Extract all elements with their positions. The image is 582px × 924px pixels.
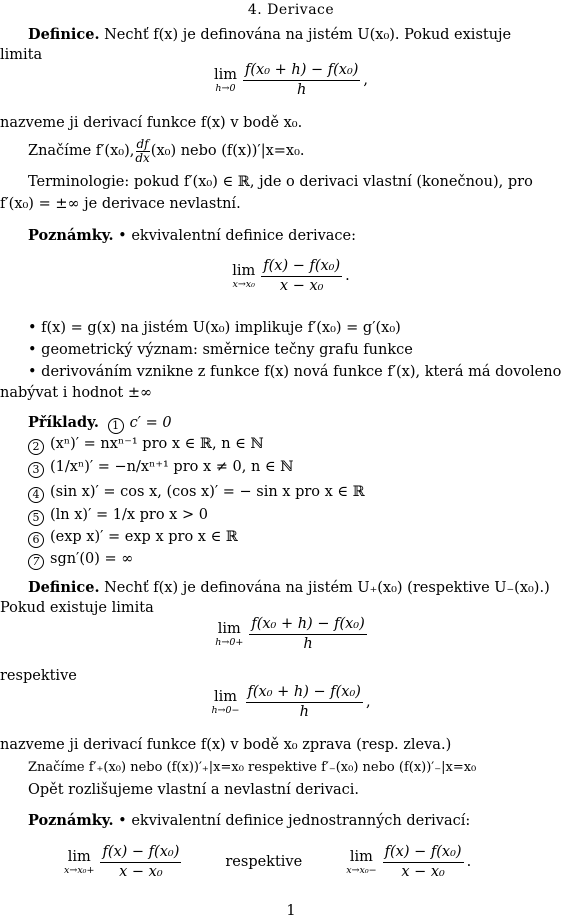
one-sided-notation: Značíme f′₊(x₀) nebo (f(x))′₊|x=x₀ respektive f′₋(x₀) nebo (f(x))′₋|x=x₀ xyxy=(28,760,477,775)
limit-operator: lim x→x₀ xyxy=(232,262,256,291)
note-item-continuation: nabývat i hodnot ±∞ xyxy=(0,385,153,401)
limit-operator: lim x→x₀+ xyxy=(64,848,95,877)
circled-number: 1 xyxy=(108,418,124,434)
notes-2-intro: Poznámky. • ekvivalentní definice jednostranných derivací: xyxy=(28,812,471,829)
limit-operator: lim h→0 xyxy=(213,66,237,95)
definition-1-line-1 xyxy=(28,26,582,44)
difference-quotient: $\frac{\text{f(x) − f(x₀)}}{\text{x − x₀}}$ xyxy=(102,844,180,881)
definition-2-remark: Opět rozlišujeme vlastní a nevlastní derivaci. xyxy=(28,782,360,798)
example-7: 7 sgn′(0) = ∞ xyxy=(28,551,582,570)
circled-number: 3 xyxy=(28,462,44,478)
limit-formula-4: lim h→0− $\frac{\text{f(x₀ + h) − f(x₀)}}{h}$ , xyxy=(211,684,371,721)
notes-label: Poznámky. xyxy=(28,812,114,829)
circled-number: 2 xyxy=(28,439,44,455)
limit-formula-3 xyxy=(0,616,582,653)
notation-line: Značíme f′(x₀), $\frac{df}{dx}$ (x₀) nebo (f(x))′|x=x₀. xyxy=(28,137,305,166)
limit-formula-5: lim x→x₀+ $\frac{\text{f(x) − f(x₀)}}{\text{x − x₀}}$ respektive lim x→x₀− $\frac{\text{f(x) − f(x₀)}}{\text{x − x₀}}$ . xyxy=(64,844,472,881)
page-number: 1 xyxy=(286,903,296,919)
definition-label: Definice. xyxy=(28,579,100,596)
difference-quotient: $\frac{\text{f(x₀ + h) − f(x₀)}}{h}$ xyxy=(251,616,365,653)
examples-label: Příklady. xyxy=(28,414,99,431)
definition-label: Definice. xyxy=(28,26,100,43)
respektive-text: respektive xyxy=(225,854,303,871)
example-6: 6 (exp x)′ = exp x pro x ∈ ℝ xyxy=(28,529,582,548)
section-title: 4. Derivace xyxy=(247,2,335,18)
limit-formula-2: lim x→x₀ $\frac{\text{f(x) − f(x₀)}}{\text{x − x₀}}$ . xyxy=(232,258,350,295)
notes-label: Poznámky. xyxy=(28,227,114,244)
definition-1-conclusion: nazveme ji derivací funkce f(x) v bodě x₀. xyxy=(0,115,303,131)
notes-1-intro: Poznámky. • ekvivalentní definice derivace: xyxy=(28,227,357,244)
difference-quotient: $\frac{\text{f(x) − f(x₀)}}{\text{x − x₀}}$ xyxy=(263,258,341,295)
example-2: 2 (xⁿ)′ = nxⁿ⁻¹ pro x ∈ ℝ, n ∈ ℕ xyxy=(28,436,582,455)
circled-number: 7 xyxy=(28,554,44,570)
respektive-text: respektive xyxy=(0,668,77,684)
definition-text: Nechť f(x) je definována na jistém U(x₀). Pokud existuje xyxy=(99,27,512,43)
note-item: • geometrický význam: směrnice tečny grafu funkce xyxy=(28,342,413,358)
example-3: 3 (1/xⁿ)′ = −n/xⁿ⁺¹ pro x ≠ 0, n ∈ ℕ xyxy=(28,459,582,478)
limit-operator: lim x→x₀− xyxy=(346,848,377,877)
circled-number: 4 xyxy=(28,487,44,503)
circled-number: 5 xyxy=(28,510,44,526)
difference-quotient: $\frac{\text{f(x) − f(x₀)}}{\text{x − x₀}}$ xyxy=(384,844,462,881)
note-item: • f(x) = g(x) na jistém U(x₀) implikuje f′(x₀) = g′(x₀) xyxy=(28,320,401,336)
definition-2-line-1: Definice. Nechť f(x) je definována na jistém U₊(x₀) (respektive U₋(x₀).) xyxy=(28,579,550,596)
definition-2-conclusion: nazveme ji derivací funkce f(x) v bodě x₀ zprava (resp. zleva.) xyxy=(0,737,452,753)
example-5: 5 (ln x)′ = 1/x pro x > 0 xyxy=(28,507,582,526)
limit-operator: lim h→0− xyxy=(211,688,240,717)
definition-2-line-2: Pokud existuje limita xyxy=(0,600,154,616)
circled-number: 6 xyxy=(28,532,44,548)
limit-operator: lim h→0+ xyxy=(215,620,244,649)
difference-quotient: $\frac{\text{f(x₀ + h) − f(x₀)}}{h}$ xyxy=(245,62,359,99)
note-item: • derivováním vznikne z funkce f(x) nová funkce f′(x), která má dovoleno xyxy=(28,364,562,380)
difference-quotient: $\frac{\text{f(x₀ + h) − f(x₀)}}{h}$ xyxy=(247,684,361,721)
example-1: Příklady. 1 c′ = 0 xyxy=(28,414,172,432)
leibniz-fraction: $\frac{df}{dx}$ xyxy=(135,137,150,166)
terminology-line-2: f′(x₀) = ±∞ je derivace nevlastní. xyxy=(0,196,241,212)
terminology-line-1: Terminologie: pokud f′(x₀) ∈ ℝ, jde o derivaci vlastní (konečnou), pro xyxy=(28,174,533,190)
limit-formula-1: lim h→0 $\frac{\text{f(x₀ + h) − f(x₀)}}{h}$ , xyxy=(213,62,369,99)
definition-1-line-2: limita xyxy=(0,47,43,63)
example-4: 4 (sin x)′ = cos x, (cos x)′ = − sin x pro x ∈ ℝ xyxy=(28,484,582,503)
